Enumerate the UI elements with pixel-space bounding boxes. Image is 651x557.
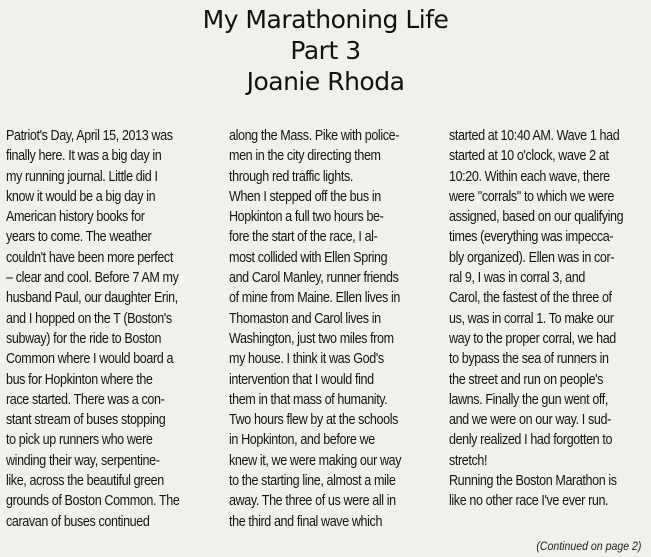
text-line: to the starting line, almost a mile bbox=[229, 473, 396, 490]
text-line: couldn't have been more perfect bbox=[6, 249, 173, 266]
text-line: like no other race I've ever run. bbox=[449, 493, 609, 510]
continued-note: (Continued on page 2) bbox=[535, 539, 641, 553]
article-body bbox=[6, 126, 646, 551]
text-line: through red traffic lights. bbox=[229, 168, 353, 185]
text-line: Running the Boston Marathon is bbox=[449, 473, 617, 490]
article-part: Part 3 bbox=[290, 36, 361, 65]
text-line: denly realized I had forgotten to bbox=[449, 432, 613, 449]
text-line: way to the proper corral, we had bbox=[449, 330, 616, 347]
text-line: started at 10:40 AM. Wave 1 had bbox=[449, 128, 620, 144]
article-title: My Marathoning Life bbox=[202, 5, 449, 34]
text-line: started at 10 o'clock, wave 2 at bbox=[449, 148, 609, 165]
text-line: the third and final wave which bbox=[229, 513, 383, 530]
text-line: grounds of Boston Common. The bbox=[6, 493, 180, 510]
text-line: knew it, we were making our way bbox=[229, 452, 402, 469]
text-line: bus for Hopkinton where the bbox=[6, 371, 153, 388]
text-line: to pick up runners who were bbox=[6, 432, 153, 449]
text-line: the street and run on people's bbox=[449, 371, 604, 388]
text-line: them in that mass of humanity. bbox=[229, 391, 388, 408]
text-column-1 bbox=[6, 126, 200, 532]
text-line: fore the start of the race, I al- bbox=[229, 229, 378, 246]
text-line: lawns. Finally the gun went off, bbox=[449, 391, 609, 408]
text-line: bly organized). Ellen was in cor- bbox=[449, 249, 615, 266]
text-line: and I hopped on the T (Boston's bbox=[6, 310, 172, 327]
text-line: Two hours flew by at the schools bbox=[229, 412, 399, 429]
text-line: stretch! bbox=[449, 452, 488, 469]
text-line: race started. There was a con- bbox=[6, 391, 165, 408]
article-author: Joanie Rhoda bbox=[246, 67, 405, 96]
text-line: Washington, just two miles from bbox=[229, 330, 394, 347]
text-line: assigned, based on our qualifying bbox=[449, 209, 624, 226]
text-line: away. The three of us were all in bbox=[229, 493, 396, 510]
text-line: and Carol Manley, runner friends bbox=[229, 270, 399, 287]
text-line: along the Mass. Pike with police- bbox=[229, 128, 399, 144]
text-line: intervention that I would find bbox=[229, 371, 374, 388]
text-line: and we were on our way. I sud- bbox=[449, 412, 611, 429]
text-line: Thomaston and Carol lives in bbox=[229, 310, 381, 327]
text-line: – clear and cool. Before 7 AM my bbox=[6, 270, 179, 287]
text-line: us, was in corral 1. To make our bbox=[449, 310, 614, 327]
text-line: winding their way, serpentine- bbox=[6, 452, 160, 469]
text-line: most collided with Ellen Spring bbox=[229, 249, 388, 266]
text-line: my house. I think it was God's bbox=[229, 351, 384, 368]
text-line: of mine from Maine. Ellen lives in bbox=[229, 290, 400, 307]
text-line: times (everything was impecca- bbox=[449, 229, 614, 246]
text-line: my running journal. Little did I bbox=[6, 168, 158, 185]
text-column-3 bbox=[449, 126, 649, 512]
text-line: in Hopkinton, and before we bbox=[229, 432, 375, 449]
text-line: to bypass the sea of runners in bbox=[449, 351, 609, 368]
text-line: Hopkinton a full two hours be- bbox=[229, 209, 384, 226]
text-line: When I stepped off the bus in bbox=[229, 188, 381, 205]
text-line: ral 9, I was in corral 3, and bbox=[449, 270, 585, 287]
text-line: Common where I would board a bbox=[6, 351, 174, 368]
text-line: were "corrals" to which we were bbox=[449, 188, 615, 205]
text-line: American history books for bbox=[6, 209, 145, 226]
text-line: Carol, the fastest of the three of bbox=[449, 290, 612, 307]
text-line: finally here. It was a big day in bbox=[6, 148, 162, 165]
text-line: caravan of buses continued bbox=[6, 513, 150, 530]
text-line: like, across the beautiful green bbox=[6, 473, 164, 490]
text-line: men in the city directing them bbox=[229, 148, 381, 165]
text-line: stant stream of buses stopping bbox=[6, 412, 166, 429]
text-line: years to come. The weather bbox=[6, 229, 152, 246]
text-line: husband Paul, our daughter Erin, bbox=[6, 290, 178, 307]
text-column-2 bbox=[229, 126, 423, 532]
text-line: subway) for the ride to Boston bbox=[6, 330, 162, 347]
text-line: Patriot's Day, April 15, 2013 was bbox=[6, 128, 173, 144]
text-line: know it would be a big day in bbox=[6, 188, 156, 205]
text-line: 10:20. Within each wave, there bbox=[449, 168, 610, 185]
article-header bbox=[0, 4, 651, 97]
